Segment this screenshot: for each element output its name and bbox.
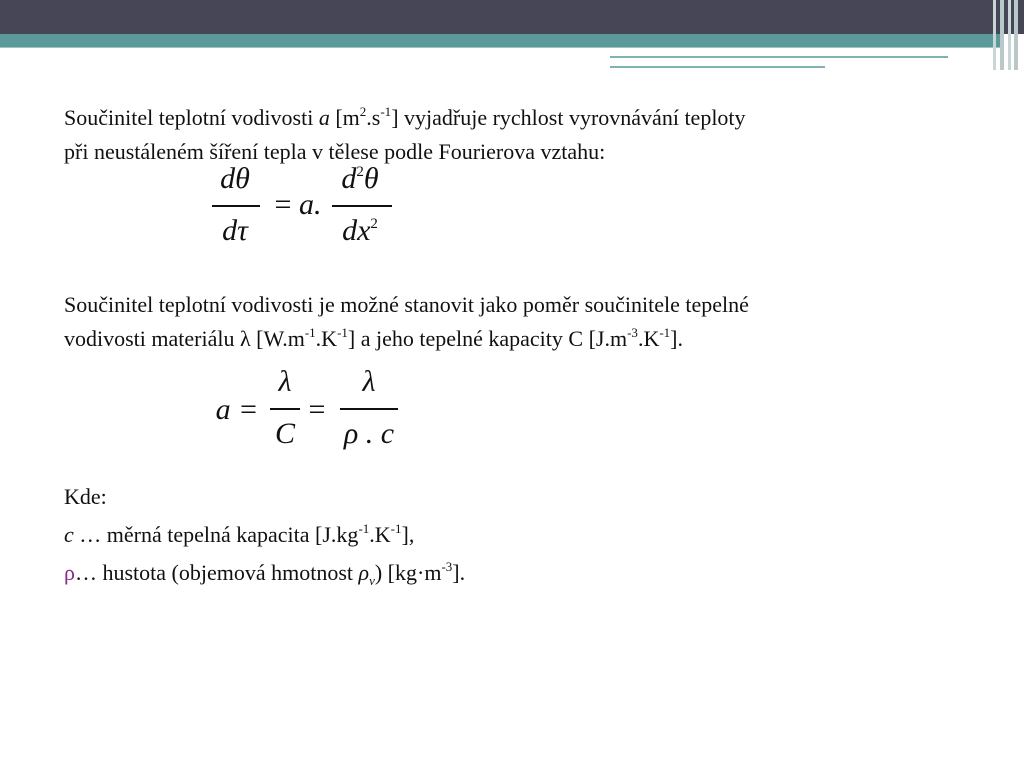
- legend-heading: Kde:: [64, 484, 107, 509]
- header-rule-shorter: [610, 66, 825, 68]
- lhs-a-equals: a =: [215, 393, 259, 426]
- first-denominator: C: [274, 417, 295, 450]
- fraction-line: [332, 205, 392, 207]
- equals-sign: =: [308, 393, 326, 426]
- fraction-line: [212, 205, 260, 207]
- text: .K: [369, 522, 391, 547]
- header-bar: [0, 0, 1024, 34]
- text: [m: [329, 105, 360, 130]
- symbol-rho-v: ρ: [358, 560, 370, 585]
- fraction-line: [270, 408, 300, 410]
- fraction-line: [340, 408, 398, 410]
- corner-stripe: [1014, 0, 1018, 70]
- symbol-a: a: [318, 105, 330, 130]
- second-numerator: λ: [362, 365, 376, 398]
- superscript: -1: [380, 103, 392, 119]
- header-rule-short: [610, 56, 948, 58]
- superscript: -3: [627, 324, 638, 340]
- superscript: 2: [359, 103, 367, 119]
- text: d: [341, 162, 357, 195]
- superscript: 2: [370, 216, 378, 232]
- superscript: -1: [390, 520, 402, 536]
- superscript: -1: [358, 520, 370, 536]
- text: ] a jeho tepelné kapacity C [J.m: [347, 326, 628, 351]
- superscript: -3: [441, 558, 453, 574]
- paragraph-line: [64, 101, 746, 135]
- text: ] vyjadřuje rychlost vyrovnávání teploty: [391, 105, 746, 130]
- paragraph-diffusivity-definition: [64, 101, 746, 169]
- paragraph-line: při neustáleném šíření tepla v tělese podle Fourierova vztahu:: [64, 139, 606, 164]
- superscript: -1: [659, 324, 671, 340]
- text: Součinitel teplotní vodivosti: [64, 105, 319, 130]
- header-accent-band: [0, 34, 1000, 47]
- symbol-rho: ρ: [64, 560, 75, 585]
- paragraph-line: [64, 322, 749, 356]
- header-rule: [0, 47, 1000, 48]
- corner-stripe: [993, 0, 996, 70]
- text: … měrná tepelná kapacita [J.kg: [73, 522, 359, 547]
- subscript: v: [369, 573, 375, 588]
- text: .K: [315, 326, 338, 351]
- lhs-numerator: dθ: [220, 162, 250, 195]
- equals-a: = a.: [274, 188, 322, 221]
- diffusivity-equation: [210, 365, 410, 460]
- fourier-equation: [210, 160, 410, 260]
- symbol-c: c: [64, 522, 74, 547]
- superscript: 2: [356, 164, 364, 180]
- symbol-legend: [64, 478, 465, 595]
- second-denominator: ρ . c: [343, 417, 395, 450]
- paragraph-diffusivity-ratio: [64, 288, 749, 356]
- corner-stripe: [1000, 0, 1004, 70]
- text: dx: [342, 214, 371, 247]
- paragraph-line: Součinitel teplotní vodivosti je možné stanovit jako poměr součinitele tepelné: [64, 292, 749, 317]
- rhs-numerator: [330, 162, 390, 196]
- text: ) [kg·m: [374, 560, 442, 585]
- text: … hustota (objemová hmotnost: [74, 560, 359, 585]
- corner-stripe: [1008, 0, 1011, 70]
- superscript: -1: [304, 324, 316, 340]
- text: ].: [452, 560, 466, 585]
- text: ],: [401, 522, 415, 547]
- text: vodivosti materiálu λ [W.m: [64, 326, 305, 351]
- text: .s: [366, 105, 381, 130]
- text: .K: [637, 326, 660, 351]
- superscript: -1: [337, 324, 348, 340]
- lhs-denominator: dτ: [222, 214, 248, 247]
- text: θ: [363, 162, 379, 195]
- first-numerator: λ: [278, 365, 292, 398]
- text: ].: [670, 326, 683, 351]
- legend-item-rho: [64, 554, 465, 595]
- legend-item-c: [64, 516, 465, 554]
- rhs-denominator: [330, 214, 390, 248]
